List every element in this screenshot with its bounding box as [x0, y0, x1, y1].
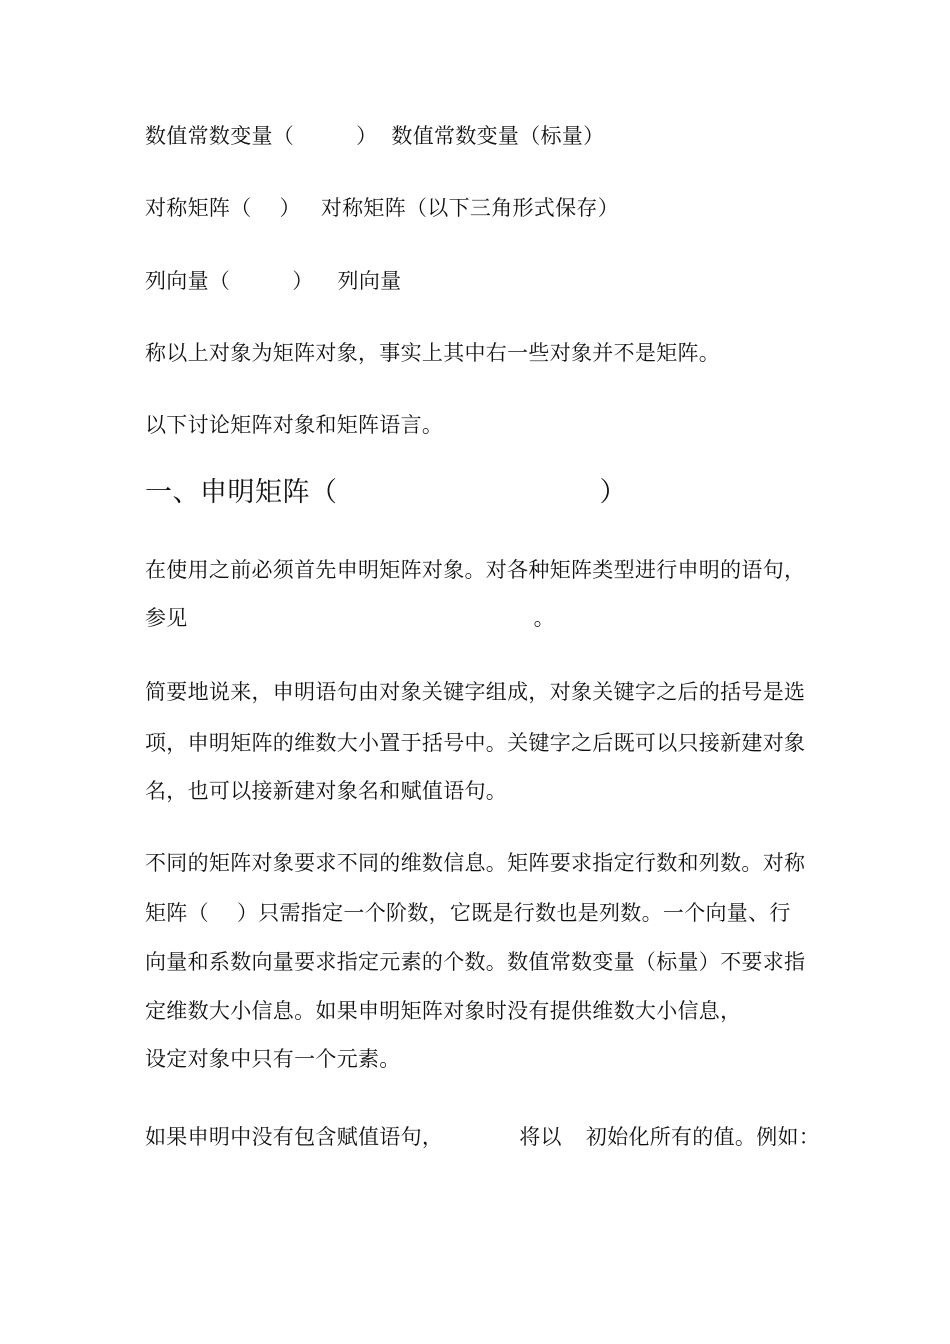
paragraph-5-line-3: 向量和系数向量要求指定元素的个数。数值常数变量（标量）不要求指: [145, 950, 806, 974]
paragraph-2: 以下讨论矩阵对象和矩阵语言。: [145, 413, 444, 437]
type-vector-left: 列向量（: [145, 269, 231, 293]
paragraph-3-line-2: [145, 603, 555, 633]
paragraph-4-line-1: 简要地说来，申明语句由对象关键字组成，对象关键字之后的括号是选: [145, 680, 806, 704]
type-vector-desc: 列向量: [337, 269, 402, 293]
section-heading: [145, 475, 627, 511]
type-sym-right: ）: [279, 196, 301, 220]
type-scalar-left: 数值常数变量（: [145, 124, 295, 148]
paragraph-1: 称以上对象为矩阵对象，事实上其中右一些对象并不是矩阵。: [145, 341, 721, 365]
paragraph-5-line-1: 不同的矩阵对象要求不同的维数信息。矩阵要求指定行数和列数。对称: [145, 851, 806, 875]
type-scalar-desc: 数值常数变量（标量）: [391, 124, 605, 148]
paragraph-4-line-2: 项，申明矩阵的维数大小置于括号中。关键字之后既可以只接新建对象: [145, 731, 806, 755]
type-sym-left: 对称矩阵（: [145, 196, 252, 220]
type-line-sym: [145, 193, 619, 223]
type-line-vector: [145, 266, 401, 296]
paragraph-4-line-3: 名，也可以接新建对象名和赋值语句。: [145, 779, 508, 803]
type-vector-right: ）: [292, 269, 314, 293]
paragraph-6-part-1: 如果申明中没有包含赋值语句，: [145, 1125, 444, 1149]
paragraph-5-line-4: 定维数大小信息。如果申明矩阵对象时没有提供维数大小信息，: [145, 999, 742, 1023]
paragraph-5-sym-rest: ）只需指定一个阶数，它既是行数也是列数。一个向量、行: [236, 901, 791, 925]
paragraph-5-sym-left: 矩阵（: [145, 901, 209, 925]
paragraph-5-line-5: 设定对象中只有一个元素。: [145, 1047, 401, 1071]
paragraph-6: [145, 1122, 820, 1152]
type-scalar-right: ）: [356, 124, 378, 148]
heading-right: ）: [599, 477, 627, 508]
heading-left: 一、申明矩阵（: [145, 477, 338, 508]
paragraph-5-line-2: [145, 898, 791, 928]
paragraph-3-period: 。: [533, 606, 555, 630]
paragraph-3-line-1: 在使用之前必须首先申明矩阵对象。对各种矩阵类型进行申明的语句，: [145, 558, 806, 582]
type-line-scalar: [145, 121, 604, 151]
paragraph-3-see: 参见: [145, 606, 188, 630]
paragraph-6-part-3: 初始化所有的值。例如：: [585, 1125, 821, 1149]
type-sym-desc: 对称矩阵（以下三角形式保存）: [320, 196, 620, 220]
paragraph-6-part-2: 将以: [519, 1125, 562, 1149]
